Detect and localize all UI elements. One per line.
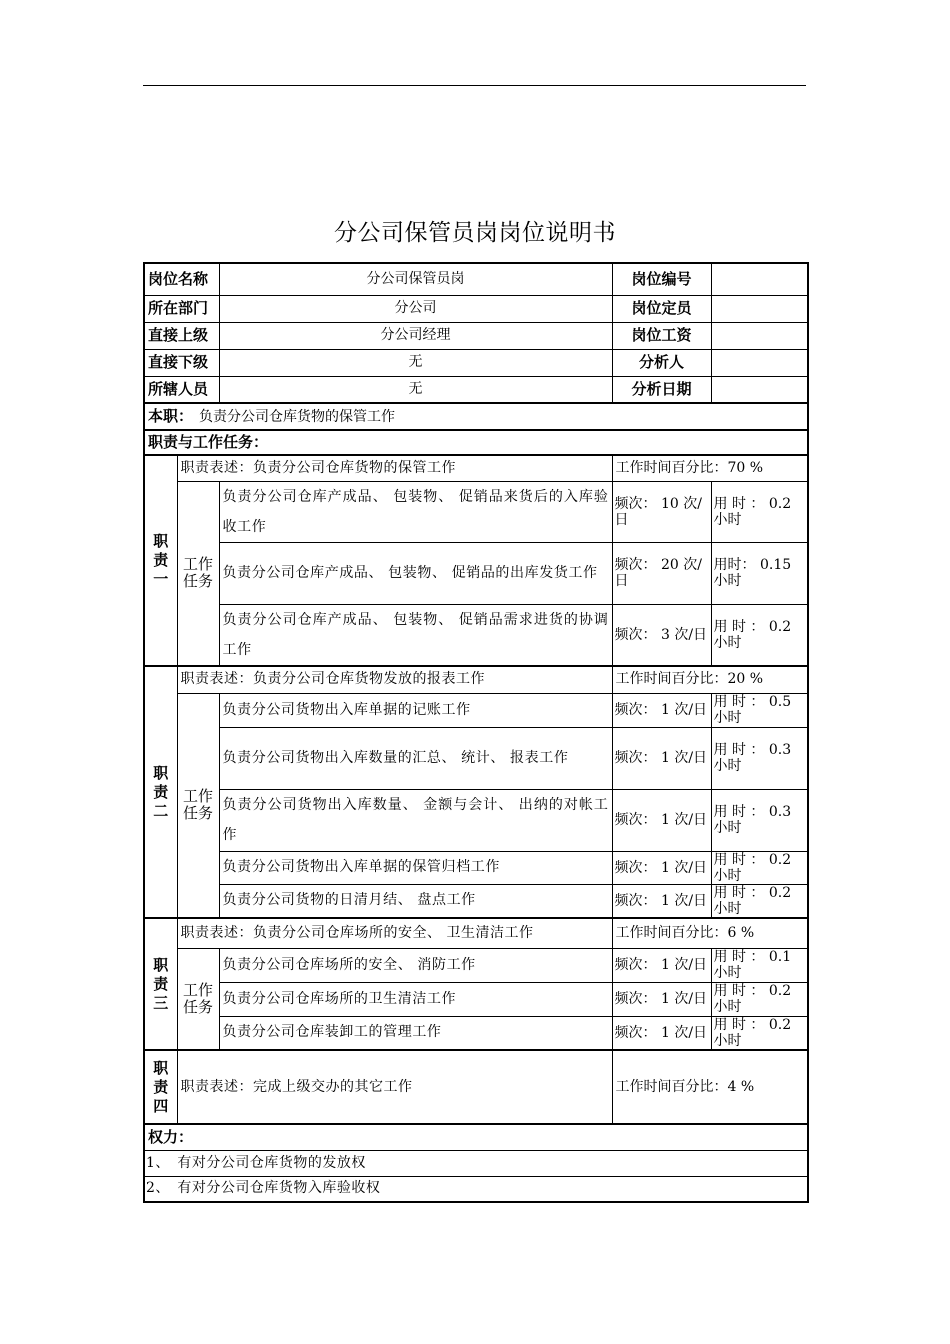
table-row xyxy=(144,1016,808,1050)
table-row xyxy=(144,349,808,376)
task-label-text: 工作任务 xyxy=(182,787,213,823)
duty-label-text: 职责四 xyxy=(153,1058,169,1115)
table-row xyxy=(144,666,808,693)
table-row xyxy=(144,693,808,727)
task-text: 负责分公司货物出入库单据的保管归档工作 xyxy=(219,851,612,884)
duty-label-text: 职责三 xyxy=(153,955,169,1012)
task-duration: 用 时 ： 0.2 小时 xyxy=(711,884,808,918)
document-title: 分公司保管员岗岗位说明书 xyxy=(334,220,616,246)
task-frequency: 频次： 1 次/日 xyxy=(612,884,711,918)
table-row xyxy=(144,430,808,455)
duty-label xyxy=(144,918,177,1050)
duty-label-text: 职责二 xyxy=(153,763,169,820)
primary-duty xyxy=(144,403,808,430)
task-frequency: 频次： 1 次/日 xyxy=(612,1016,711,1050)
task-label xyxy=(177,693,219,918)
duty-label xyxy=(144,1050,177,1124)
table-row xyxy=(144,948,808,982)
task-duration: 用 时 ： 0.2 小时 xyxy=(711,982,808,1016)
table-row xyxy=(144,982,808,1016)
task-frequency: 频次： 1 次/日 xyxy=(612,789,711,851)
field-label: 岗位名称 xyxy=(144,263,219,295)
field-label: 岗位编号 xyxy=(612,263,711,295)
task-frequency: 频次： 1 次/日 xyxy=(612,982,711,1016)
table-row xyxy=(144,1176,808,1202)
primary-duty-text: 负责分公司仓库货物的保管工作 xyxy=(199,408,396,425)
task-duration: 用 时 ： 0.2 小时 xyxy=(711,481,808,542)
table-row xyxy=(144,789,808,851)
task-duration: 用时： 0.15 小时 xyxy=(711,542,808,604)
field-value: 分公司保管员岗 xyxy=(219,263,612,295)
task-text: 负责分公司货物出入库单据的记账工作 xyxy=(219,693,612,727)
duty-description: 职责表述：完成上级交办的其它工作 xyxy=(177,1050,612,1124)
table-row xyxy=(144,918,808,948)
field-label: 直接上级 xyxy=(144,322,219,349)
field-value: 无 xyxy=(219,349,612,376)
duty-description: 职责表述：负责分公司仓库货物的保管工作 xyxy=(177,455,612,481)
field-value: 分公司 xyxy=(219,295,612,322)
field-label: 直接下级 xyxy=(144,349,219,376)
task-text: 负责分公司货物出入库数量的汇总、 统计、 报表工作 xyxy=(219,727,612,789)
field-value xyxy=(711,349,808,376)
task-frequency: 频次： 10 次/日 xyxy=(612,481,711,542)
task-text: 负责分公司仓库产成品、 包装物、 促销品的出库发货工作 xyxy=(219,542,612,604)
field-label: 所辖人员 xyxy=(144,376,219,403)
table-row xyxy=(144,1050,808,1124)
field-label: 分析日期 xyxy=(612,376,711,403)
task-label xyxy=(177,481,219,666)
task-duration: 用 时 ： 0.3 小时 xyxy=(711,727,808,789)
section-heading: 职责与工作任务： xyxy=(144,430,808,455)
table-row xyxy=(144,1124,808,1150)
table-row xyxy=(144,727,808,789)
power-item: 1、 有对分公司仓库货物的发放权 xyxy=(144,1150,808,1176)
field-value xyxy=(711,263,808,295)
task-duration: 用 时 ： 0.1 小时 xyxy=(711,948,808,982)
task-label-text: 工作任务 xyxy=(182,980,213,1016)
task-label-text: 工作任务 xyxy=(182,555,213,591)
task-frequency: 频次： 1 次/日 xyxy=(612,851,711,884)
table-row xyxy=(144,263,808,295)
table-row xyxy=(144,1150,808,1176)
task-text: 负责分公司仓库场所的卫生清洁工作 xyxy=(219,982,612,1016)
task-frequency: 频次： 3 次/日 xyxy=(612,604,711,666)
primary-duty-label: 本职： xyxy=(148,406,194,425)
table-row xyxy=(144,542,808,604)
power-item: 2、 有对分公司仓库货物入库验收权 xyxy=(144,1176,808,1202)
task-duration: 用 时 ： 0.2 小时 xyxy=(711,851,808,884)
field-label: 岗位工资 xyxy=(612,322,711,349)
field-value xyxy=(711,322,808,349)
table-row xyxy=(144,604,808,666)
task-duration: 用 时 ： 0.3 小时 xyxy=(711,789,808,851)
duty-time-percent: 工作时间百分比：4 % xyxy=(612,1050,808,1124)
duty-description: 职责表述：负责分公司仓库场所的安全、 卫生清洁工作 xyxy=(177,918,612,948)
table-row xyxy=(144,455,808,481)
task-duration: 用 时 ： 0.2 小时 xyxy=(711,1016,808,1050)
duty-label-text: 职责一 xyxy=(153,532,169,588)
duty-time-percent: 工作时间百分比：20 % xyxy=(612,666,808,693)
field-value: 分公司经理 xyxy=(219,322,612,349)
duty-description: 职责表述：负责分公司仓库货物发放的报表工作 xyxy=(177,666,612,693)
table-row xyxy=(144,295,808,322)
section-heading: 权力： xyxy=(144,1124,808,1150)
task-label xyxy=(177,948,219,1050)
table-row xyxy=(144,481,808,542)
task-text: 负责分公司仓库场所的安全、 消防工作 xyxy=(219,948,612,982)
task-frequency: 频次： 1 次/日 xyxy=(612,727,711,789)
task-text: 负责分公司货物出入库数量、 金额与会计、 出纳的对帐工作 xyxy=(219,789,612,851)
header-rule xyxy=(143,85,806,86)
table-row xyxy=(144,851,808,884)
task-duration: 用 时 ： 0.2 小时 xyxy=(711,604,808,666)
task-text: 负责分公司仓库装卸工的管理工作 xyxy=(219,1016,612,1050)
duty-time-percent: 工作时间百分比：6 % xyxy=(612,918,808,948)
field-value xyxy=(711,376,808,403)
table-row xyxy=(144,884,808,918)
task-text: 负责分公司仓库产成品、 包装物、 促销品来货后的入库验收工作 xyxy=(219,481,612,542)
field-label: 岗位定员 xyxy=(612,295,711,322)
table-row xyxy=(144,403,808,430)
task-frequency: 频次： 1 次/日 xyxy=(612,948,711,982)
duty-time-percent: 工作时间百分比：70 % xyxy=(612,455,808,481)
field-value: 无 xyxy=(219,376,612,403)
duty-label xyxy=(144,455,177,666)
duty-label xyxy=(144,666,177,918)
task-text: 负责分公司货物的日清月结、 盘点工作 xyxy=(219,884,612,918)
job-description-table xyxy=(143,262,809,1203)
field-label: 分析人 xyxy=(612,349,711,376)
task-duration: 用 时 ： 0.5 小时 xyxy=(711,693,808,727)
table-row xyxy=(144,322,808,349)
task-frequency: 频次： 1 次/日 xyxy=(612,693,711,727)
task-frequency: 频次： 20 次/日 xyxy=(612,542,711,604)
task-text: 负责分公司仓库产成品、 包装物、 促销品需求进货的协调工作 xyxy=(219,604,612,666)
field-label: 所在部门 xyxy=(144,295,219,322)
table-row xyxy=(144,376,808,403)
field-value xyxy=(711,295,808,322)
